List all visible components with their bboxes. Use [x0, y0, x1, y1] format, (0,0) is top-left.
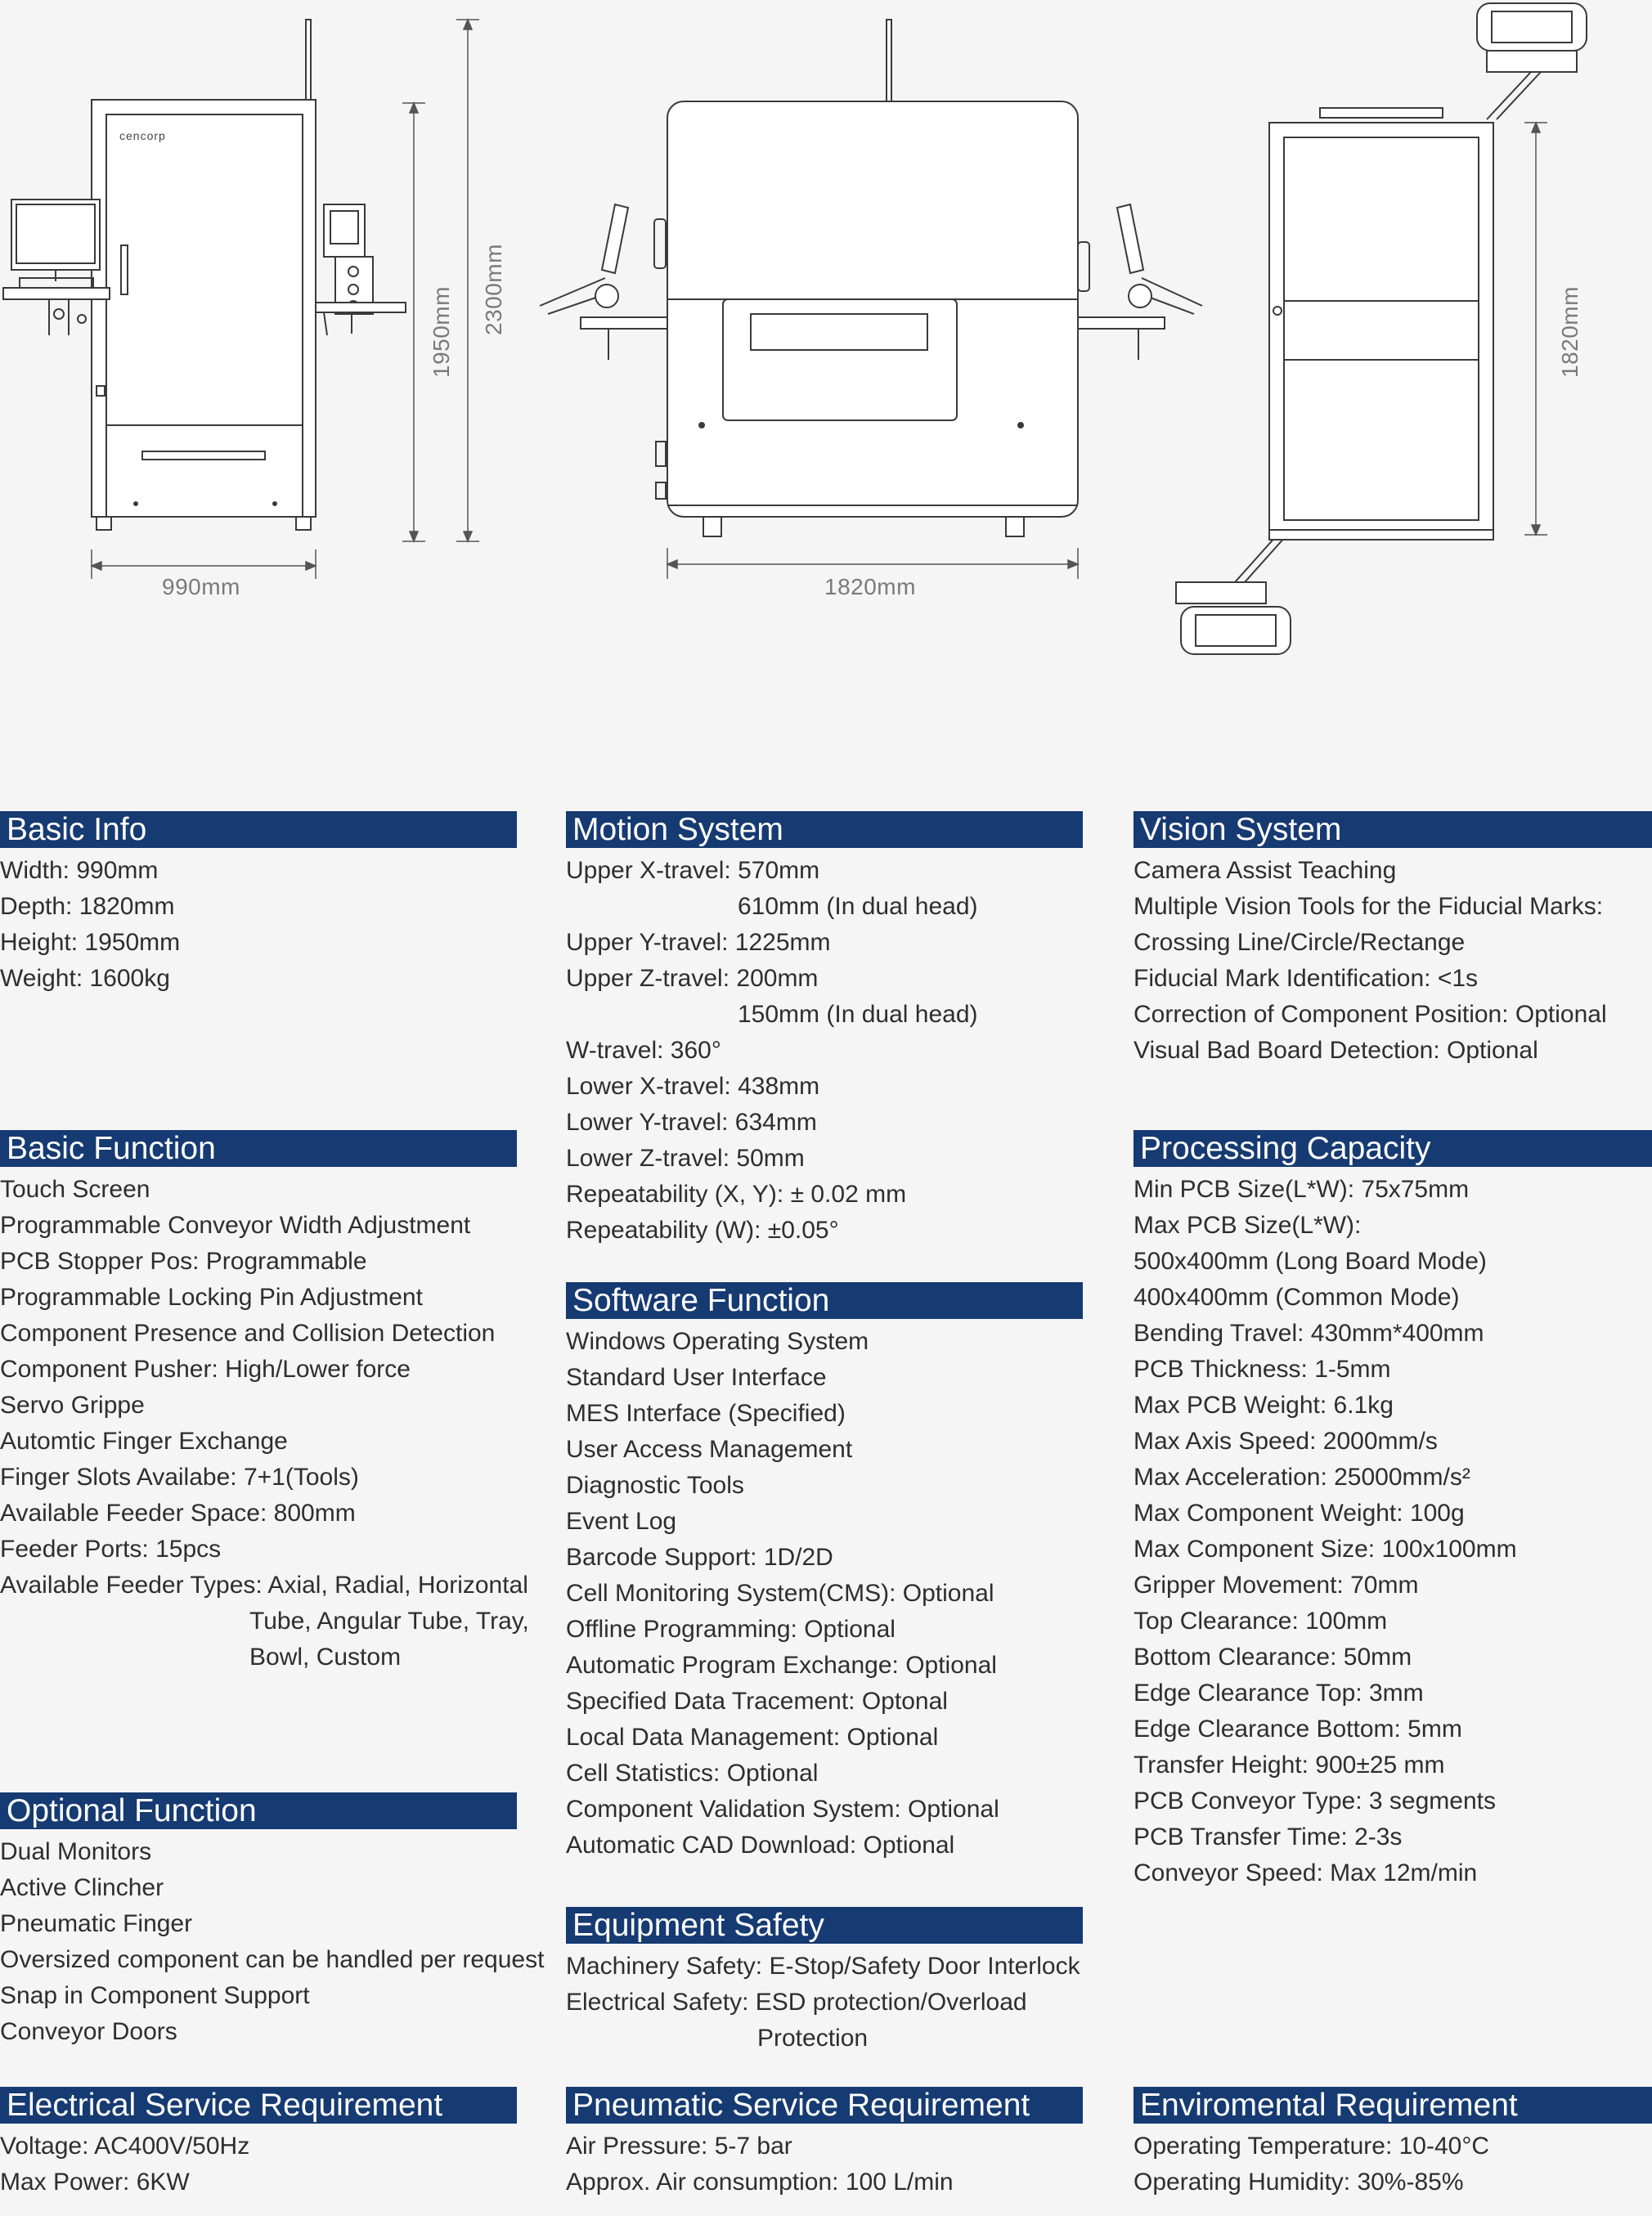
spec-line: Cell Statistics: Optional — [566, 1760, 819, 1787]
spec-line: Pneumatic Finger — [0, 1910, 193, 1937]
top-view-dimensions — [1524, 123, 1547, 535]
spec-line: Automatic CAD Download: Optional — [566, 1832, 955, 1859]
electrical-service-section — [0, 2087, 517, 2200]
spec-line: 150mm (In dual head) — [738, 1001, 978, 1028]
spec-line: Dual Monitors — [0, 1838, 152, 1865]
spec-line: Lower Y-travel: 634mm — [566, 1109, 817, 1136]
spec-line: Multiple Vision Tools for the Fiducial Marks: — [1134, 893, 1604, 920]
spec-line: Lower Z-travel: 50mm — [566, 1145, 805, 1172]
spec-line: Max PCB Weight: 6.1kg — [1134, 1392, 1394, 1419]
spec-line: Max Acceleration: 25000mm/s² — [1134, 1464, 1470, 1491]
spec-line: Feeder Ports: 15pcs — [0, 1536, 222, 1563]
spec-line: Operating Humidity: 30%-85% — [1134, 2169, 1464, 2196]
spec-line: Standard User Interface — [566, 1364, 827, 1391]
technical-drawings — [0, 0, 1652, 703]
spec-line: PCB Thickness: 1-5mm — [1134, 1356, 1391, 1383]
spec-line: Camera Assist Teaching — [1134, 857, 1397, 884]
spec-line: Automatic Program Exchange: Optional — [566, 1652, 997, 1679]
spec-line: Available Feeder Space: 800mm — [0, 1500, 356, 1527]
section-title: Electrical Service Requirement — [0, 2087, 517, 2124]
spec-line: Servo Grippe — [0, 1392, 145, 1419]
vision-system-section — [1134, 811, 1652, 1069]
spec-line: Conveyor Doors — [0, 2018, 177, 2045]
basic-function-section — [0, 1130, 529, 1675]
spec-line: Automtic Finger Exchange — [0, 1428, 288, 1455]
side-view-drawing — [540, 20, 1202, 536]
spec-line: User Access Management — [566, 1436, 853, 1463]
spec-line: Snap in Component Support — [0, 1982, 310, 2009]
processing-capacity-section — [1134, 1130, 1652, 1891]
spec-line: Protection — [757, 2025, 869, 2052]
spec-line: Air Pressure: 5-7 bar — [566, 2133, 792, 2160]
spec-line: Max Axis Speed: 2000mm/s — [1134, 1428, 1438, 1455]
spec-line: Max Component Size: 100x100mm — [1134, 1536, 1517, 1563]
spec-line: Component Validation System: Optional — [566, 1796, 999, 1823]
spec-line: Offline Programming: Optional — [566, 1616, 896, 1643]
environmental-section — [1134, 2087, 1652, 2200]
spec-line: Available Feeder Types: Axial, Radial, Horizontal — [0, 1572, 528, 1599]
spec-line: Bottom Clearance: 50mm — [1134, 1644, 1412, 1671]
front-view-drawing — [3, 20, 406, 530]
spec-line: 610mm (In dual head) — [738, 893, 978, 920]
spec-line: Lower X-travel: 438mm — [566, 1073, 820, 1100]
spec-line: Conveyor Speed: Max 12m/min — [1134, 1859, 1478, 1886]
spec-line: Programmable Conveyor Width Adjustment — [0, 1212, 471, 1239]
spec-line: Electrical Safety: ESD protection/Overload — [566, 1989, 1027, 2016]
spec-line: Machinery Safety: E-Stop/Safety Door Interlock — [566, 1953, 1080, 1980]
spec-line: Repeatability (X, Y): ± 0.02 mm — [566, 1181, 907, 1208]
spec-line: Edge Clearance Top: 3mm — [1134, 1680, 1424, 1707]
spec-line: Transfer Height: 900±25 mm — [1134, 1752, 1445, 1779]
spec-line: Diagnostic Tools — [566, 1472, 744, 1499]
spec-line: Max Component Weight: 100g — [1134, 1500, 1465, 1527]
section-title: Enviromental Requirement — [1134, 2087, 1652, 2124]
spec-line: Bending Travel: 430mm*400mm — [1134, 1320, 1484, 1347]
section-title: Pneumatic Service Requirement — [566, 2087, 1083, 2124]
spec-line: Max PCB Size(L*W): — [1134, 1212, 1362, 1239]
spec-line: Height: 1950mm — [0, 929, 181, 956]
spec-line: Weight: 1600kg — [0, 965, 170, 992]
spec-line: Tube, Angular Tube, Tray, — [249, 1608, 529, 1635]
front-height-label: 1950mm — [429, 286, 454, 378]
section-title: Equipment Safety — [566, 1907, 1083, 1944]
logo-text: cencorp — [119, 129, 166, 142]
motion-system-section — [566, 811, 1083, 1249]
spec-line: Local Data Management: Optional — [566, 1724, 939, 1751]
section-title: Motion System — [566, 811, 1083, 848]
spec-line: 400x400mm (Common Mode) — [1134, 1284, 1460, 1311]
spec-line: Operating Temperature: 10-40°C — [1134, 2133, 1490, 2160]
front-width-label: 990mm — [162, 574, 240, 599]
spec-line: Min PCB Size(L*W): 75x75mm — [1134, 1176, 1470, 1203]
top-depth-label: 1820mm — [1557, 286, 1582, 378]
spec-line: MES Interface (Specified) — [566, 1400, 846, 1427]
spec-line: Active Clincher — [0, 1874, 164, 1901]
spec-line: PCB Transfer Time: 2-3s — [1134, 1823, 1403, 1850]
spec-line: Finger Slots Availabe: 7+1(Tools) — [0, 1464, 359, 1491]
spec-line: PCB Stopper Pos: Programmable — [0, 1248, 367, 1275]
equipment-safety-section — [566, 1907, 1083, 2057]
spec-line: Cell Monitoring System(CMS): Optional — [566, 1580, 994, 1607]
section-title: Basic Info — [0, 811, 517, 848]
spec-line: Crossing Line/Circle/Rectange — [1134, 929, 1466, 956]
spec-line: PCB Conveyor Type: 3 segments — [1134, 1788, 1496, 1815]
spec-line: Max Power: 6KW — [0, 2169, 190, 2196]
top-view-drawing — [1176, 3, 1587, 654]
spec-line: Repeatability (W): ±0.05° — [566, 1217, 839, 1244]
optional-function-section — [0, 1792, 545, 2050]
spec-line: Width: 990mm — [0, 857, 159, 884]
spec-line: Upper X-travel: 570mm — [566, 857, 820, 884]
spec-line: W-travel: 360° — [566, 1037, 721, 1064]
spec-line: Gripper Movement: 70mm — [1134, 1572, 1419, 1599]
spec-line: Top Clearance: 100mm — [1134, 1608, 1388, 1635]
spec-line: Upper Z-travel: 200mm — [566, 965, 819, 992]
section-title: Vision System — [1134, 811, 1652, 848]
spec-line: Barcode Support: 1D/2D — [566, 1544, 833, 1571]
software-function-section — [566, 1282, 1083, 1864]
spec-line: Component Presence and Collision Detection — [0, 1320, 496, 1347]
spec-line: Correction of Component Position: Optional — [1134, 1001, 1607, 1028]
spec-line: Depth: 1820mm — [0, 893, 175, 920]
spec-line: Fiducial Mark Identification: <1s — [1134, 965, 1479, 992]
spec-line: Event Log — [566, 1508, 677, 1535]
section-title: Basic Function — [0, 1130, 517, 1167]
overall-height-label: 2300mm — [481, 244, 506, 335]
spec-line: Oversized component can be handled per request — [0, 1946, 545, 1973]
section-title: Optional Function — [0, 1792, 517, 1829]
pneumatic-service-section — [566, 2087, 1083, 2200]
section-title: Software Function — [566, 1282, 1083, 1319]
section-title: Processing Capacity — [1134, 1130, 1652, 1167]
spec-line: 500x400mm (Long Board Mode) — [1134, 1248, 1487, 1275]
spec-line: Touch Screen — [0, 1176, 150, 1203]
spec-line: Programmable Locking Pin Adjustment — [0, 1284, 423, 1311]
side-width-label: 1820mm — [824, 574, 916, 599]
spec-line: Edge Clearance Bottom: 5mm — [1134, 1716, 1462, 1743]
spec-line: Windows Operating System — [566, 1328, 869, 1355]
spec-line: Voltage: AC400V/50Hz — [0, 2133, 250, 2160]
spec-line: Specified Data Tracement: Optonal — [566, 1688, 948, 1715]
basic-info-section — [0, 811, 517, 997]
spec-line: Approx. Air consumption: 100 L/min — [566, 2169, 954, 2196]
spec-line: Visual Bad Board Detection: Optional — [1134, 1037, 1538, 1064]
spec-line: Component Pusher: High/Lower force — [0, 1356, 411, 1383]
spec-line: Bowl, Custom — [249, 1644, 402, 1671]
spec-line: Upper Y-travel: 1225mm — [566, 929, 831, 956]
